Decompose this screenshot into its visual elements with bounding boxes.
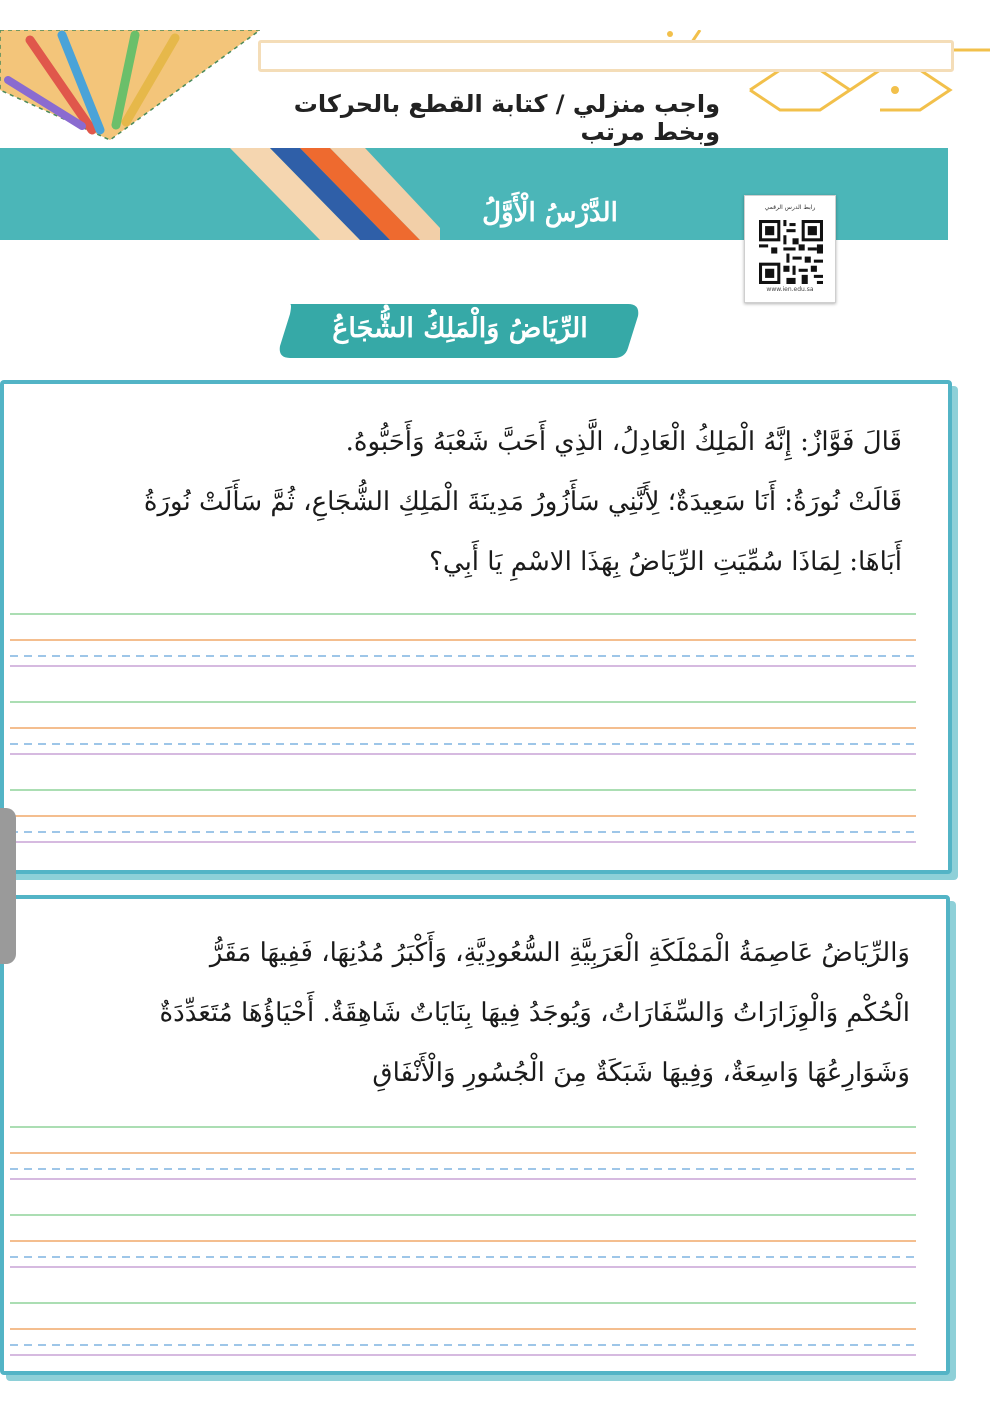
passage-box-2 (0, 895, 950, 1375)
writing-lines-1[interactable] (10, 606, 916, 846)
lesson-label: الدَّرْسُ الْأَوَّلُ (482, 198, 618, 228)
writing-lines-2[interactable] (10, 1119, 916, 1359)
qr-url: www.ien.edu.sa (766, 286, 814, 293)
side-drawer-handle[interactable] (0, 808, 16, 964)
qr-card[interactable] (744, 195, 836, 303)
passage-1-line-1: قَالَ فَوَّازٌ: إِنَّهُ الْمَلِكُ الْعَادِلُ، الَّذِي أَحَبَّ شَعْبَهُ وَأَحَبُّوهُ. (345, 427, 902, 457)
qr-code-icon (759, 220, 823, 284)
banner-stripes (230, 148, 440, 240)
passage-box-1 (0, 380, 952, 874)
homework-title: واجب منزلي / كتابة القطع بالحركات وبخط مرتب (293, 90, 720, 146)
qr-caption: رابط الدرس الرقمي (764, 204, 816, 211)
story-title: الرِّيَاضُ وَالْمَلِكُ الشُّجَاعُ (332, 313, 588, 344)
passage-1-line-2: قَالَتْ نُورَةُ: أَنَا سَعِيدَةٌ؛ لِأَنَّنِي سَأَزُورُ مَدِينَةَ الْمَلِكِ الشُّجَاعِ، ثُمَّ سَأَلَتْ نُورَةُ (143, 487, 902, 517)
pencils-decoration (0, 30, 260, 140)
passage-2-line-2: الْحُكْمِ وَالْوِزَارَاتُ وَالسِّفَارَاتُ، وَيُوجَدُ فِيهَا بِنَايَاتٌ شَاهِقَةٌ. أَحْيَاؤُهَا مُتَعَدِّدَةٌ (159, 998, 910, 1028)
passage-2-line-3: وَشَوَارِعُهَا وَاسِعَةٌ، وَفِيهَا شَبَكَةٌ مِنَ الْجُسُورِ وَالْأَنْفَاقِ (372, 1058, 910, 1088)
passage-1-line-3: أَبَاهَا: لِمَاذَا سُمِّيَتِ الرِّيَاضُ بِهَذَا الاسْمِ يَا أَبِي؟ (429, 547, 902, 577)
passage-2-line-1: وَالرِّيَاضُ عَاصِمَةُ الْمَمْلَكَةِ الْعَرَبِيَّةِ السُّعُودِيَّةِ، وَأَكْبَرُ مُدُنِهَا، فَفِيهَا مَقَرُّ (209, 938, 910, 968)
name-field[interactable] (258, 40, 954, 72)
